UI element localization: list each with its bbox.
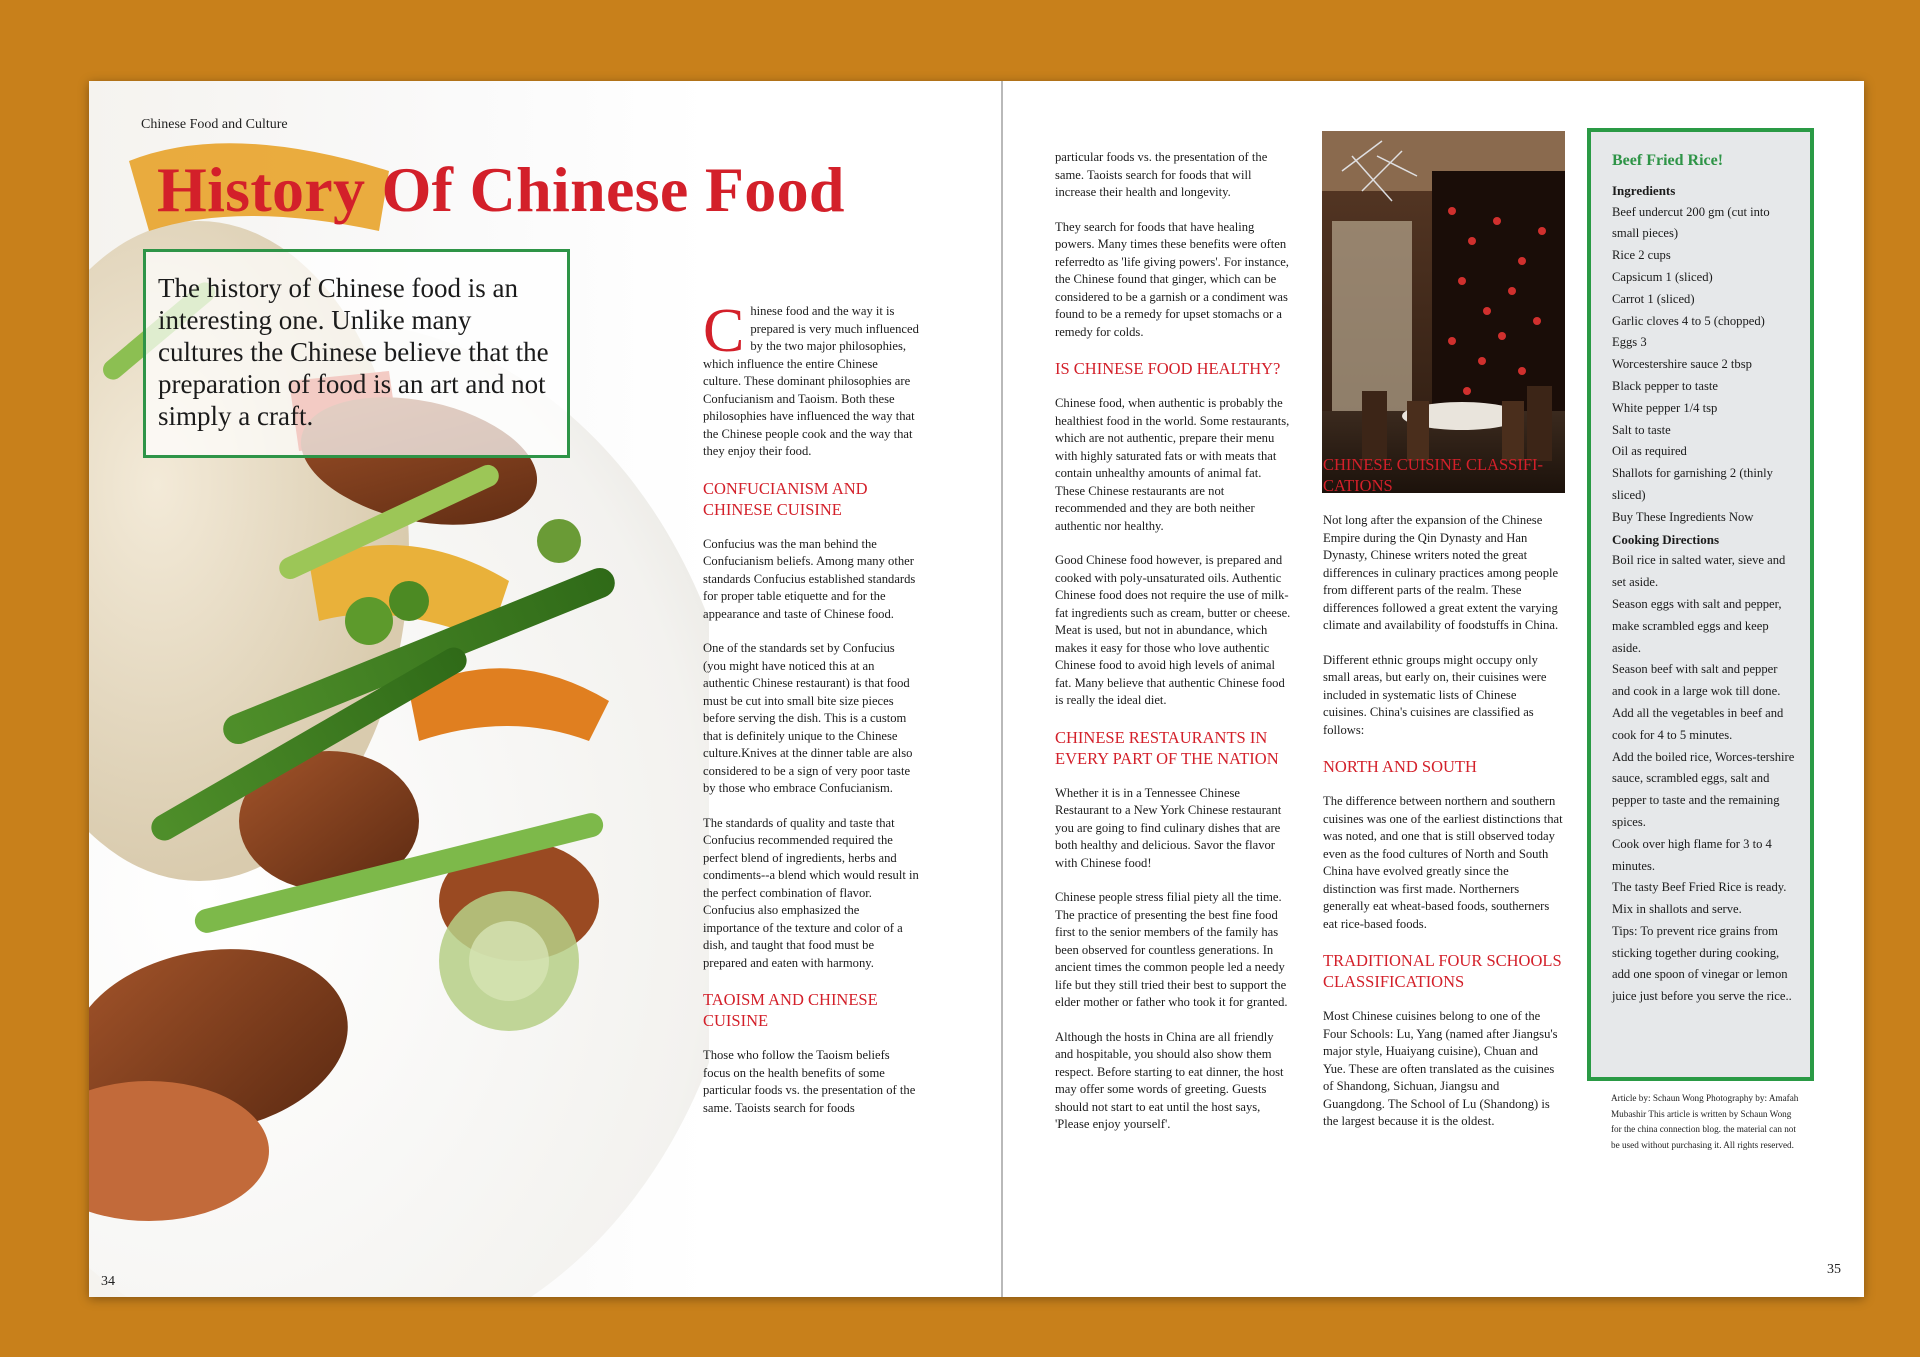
recipe-list-item: Buy These Ingredients Now [1612,509,1754,524]
page-gutter [1001,81,1003,1297]
paragraph: Chinese people stress filial piety all the time. The practice of presenting the best fine food first to the senior members of the family has been observed for countless generations. In ancient times the common people led a needy life but they still tried their best to support the elder mother or father who took it for granted. [1055,890,1288,1009]
drop-cap: C [703,297,745,365]
recipe-list-item: Shallots for garnishing 2 (thinly sliced) [1612,466,1773,502]
recipe-list-item: Garlic cloves 4 to 5 (chopped) [1612,313,1765,328]
paragraph: One of the standards set by Confucius (you might have noticed this at an authentic Chinese restaurant) is that food must be cut into small bite size pieces before serving the dish. This is a custom that is definitely unique to the Chinese culture.Knives at the dinner table are also considered to be a sign of very poor taste by those who embrace Confucianism. [703,641,913,795]
restaurant-photo [1322,131,1565,493]
paragraph: Not long after the expansion of the Chinese Empire during the Qin Dynasty and Han Dynasty, Chinese writers noted the great differences in culinary practices among people from different parts of the realm. These differences followed a great extent the varying climate and availability of foodstuffs in China. [1323,513,1559,632]
recipe-list-item: Mix in shallots and serve. [1612,902,1742,917]
recipe-list-item: Black pepper to taste [1612,378,1718,393]
paragraph: Whether it is in a Tennessee Chinese Restaurant to a New York Chinese restaurant you are going to find culinary dishes that are both healthy and delicious. Savor the flavor with Chinese food! [1055,785,1282,870]
page-title: History Of Chinese Food [157,154,845,225]
directions-heading: Cooking Directions [1612,531,1720,547]
recipe-list-item: Capsicum 1 (sliced) [1612,269,1713,284]
paragraph: Good Chinese food however, is prepared and cooked with poly-unsaturated oils. Authentic Chinese food does not require the use of milk-fat ingredients such as cream, butter or cheese. Meat is used, but not in abundance, which makes it easy for those who love authentic Chinese food to avoid high levels of animal fat. Many believe that authentic Chinese food is really the ideal diet. [1055,553,1291,707]
recipe-list-item: Eggs 3 [1612,335,1647,350]
recipe-list-item: Add the boiled rice, Worces-tershire sauce, scrambled eggs, salt and pepper to taste and the remaining spices. [1612,749,1795,829]
section-heading: CHINESE CUISINE CLASSIFI-CATIONS [1323,455,1544,495]
recipe-list-item: Salt to taste [1612,422,1671,437]
recipe-title: Beef Fried Rice! [1612,152,1724,169]
paragraph: Although the hosts in China are all friendly and hospitable, you should also show them respect. Before starting to eat dinner, the host may offer some words of greeting. Guests should not start to eat until the host says, 'Please enjoy yourself'. [1055,1029,1284,1131]
paragraph: Chinese food, when authentic is probably the healthiest food in the world. Some restaurants, which are not authentic, prepare their menu with highly saturated fats or with meats that contain unhealthy amounts of animal fat. These Chinese restaurants are not recommended and they are both neither authentic nor healthy. [1055,396,1290,533]
paragraph: hinese food and the way it is prepared is very much influenced by the two major philosophies, which influence the entire Chinese culture. These dominant philosophies are Confucianism and Taoism. Both these philosophies have influenced the way that the Chinese people cook and the way that they enjoy their food. [703,304,919,458]
section-heading: CONFUCIANISM AND CHINESE CUISINE [703,478,868,519]
ingredients-heading: Ingredients [1612,182,1676,198]
paragraph: Confucius was the man behind the Confucianism beliefs. Among many other standards Confucius established standards for proper table etiquette and for the appearance and taste of Chinese food. [703,536,916,621]
text-column-3 [1323,454,1563,1148]
paragraph: particular foods vs. the presentation of the same. Taoists search for foods that will increase their health and longevity. [1055,150,1268,199]
recipe-list-item: Season beef with salt and pepper and cook in a large wok till done. [1612,662,1781,699]
recipe-sidebar [1587,128,1814,1081]
recipe-list-item: Season eggs with salt and pepper, make scrambled eggs and keep aside. [1612,596,1782,655]
paragraph: The standards of quality and taste that Confucius recommended required the perfect blend of ingredients, herbs and condiments--a blend which would result in the perfect combination of flavor. Confucius also emphasized the importance of the texture and color of a dish, and taught that food must be prepared and eaten with harmony. [703,815,919,970]
recipe-list-item: Carrot 1 (sliced) [1612,291,1695,306]
recipe-list-item: Tips: To prevent rice grains from sticking together during cooking, add one spoon of vinegar or lemon juice just before you serve the rice.. [1612,923,1792,1004]
paragraph: Most Chinese cuisines belong to one of the Four Schools: Lu, Yang (named after Jiangsu's major style, Huaiyang cuisine), Chuan and Yue. These are often translated as the cuisines of Shandong, Sichuan, Jiangsu and Guangdong. The School of Lu (Shandong) is the largest because it is the oldest. [1323,1009,1558,1128]
magazine-spread [89,81,1864,1297]
recipe-list-item: Cook over high flame for 3 to 4 minutes. [1612,836,1772,873]
recipe-list-item: Oil as required [1612,444,1687,459]
page-number-left: 34 [101,1274,115,1289]
section-heading: CHINESE RESTAURANTS IN EVERY PART OF THE NATION [1055,727,1279,768]
article-credit: Article by: Schaun Wong Photography by: Amafah Mubashir This article is written by Schaun Wong for the china connection blog. the material can not be used without purchasing it. All rights reserved. [1611,1093,1799,1150]
recipe-list-item: Beef undercut 200 gm (cut into small pieces) [1612,204,1770,241]
paragraph: Different ethnic groups might occupy only small areas, but early on, their cuisines were included in systematic lists of Chinese cuisines. China's cuisines are classified as follows: [1323,652,1547,737]
intro-pull-quote: The history of Chinese food is an interesting one. Unlike many cultures the Chinese believe that the preparation of food is an art and not simply a craft. [143,249,570,458]
section-heading: NORTH AND SOUTH [1323,757,1477,776]
recipe-list-item: White pepper 1/4 tsp [1612,400,1718,415]
section-heading: IS CHINESE FOOD HEALTHY? [1055,359,1281,378]
page-number-right: 35 [1827,1262,1841,1277]
recipe-list-item: Rice 2 cups [1612,248,1671,263]
recipe-list-item: Boil rice in salted water, sieve and set aside. [1612,553,1786,590]
section-heading: TAOISM AND CHINESE CUISINE [703,990,878,1030]
directions-list [1612,550,1798,1008]
recipe-list-item: Worcestershire sauce 2 tbsp [1612,357,1752,372]
paragraph: They search for foods that have healing powers. Many times these benefits were often referredto as 'life giving powers'. For instance, the Chinese found that ginger, which can be considered to be a garnish or a condiment was found to be a remedy for upset stomachs or a remedy for colds. [1055,219,1289,339]
ingredients-list [1612,202,1798,529]
section-header: Chinese Food and Culture [141,117,288,132]
paragraph: Those who follow the Taoism beliefs focus on the health benefits of some particular foods vs. the presentation of the same. Taoists search for foods [703,1048,916,1115]
text-column-2 [1055,149,1293,1151]
paragraph: The difference between northern and southern cuisines was one of the earliest distinctions that was noted, and one that is still observed today even as the food cultures of North and South China have evolved greatly since the distinction was first made. Northerners generally eat wheat-based foods, southerners eat rice-based foods. [1323,794,1563,931]
text-column-1 [703,297,919,1134]
recipe-list-item: The tasty Beef Fried Rice is ready. [1612,880,1787,895]
section-heading: TRADITIONAL FOUR SCHOOLS CLASSIFICATIONS [1323,951,1562,991]
recipe-list-item: Add all the vegetables in beef and cook for 4 to 5 minutes. [1612,705,1784,742]
